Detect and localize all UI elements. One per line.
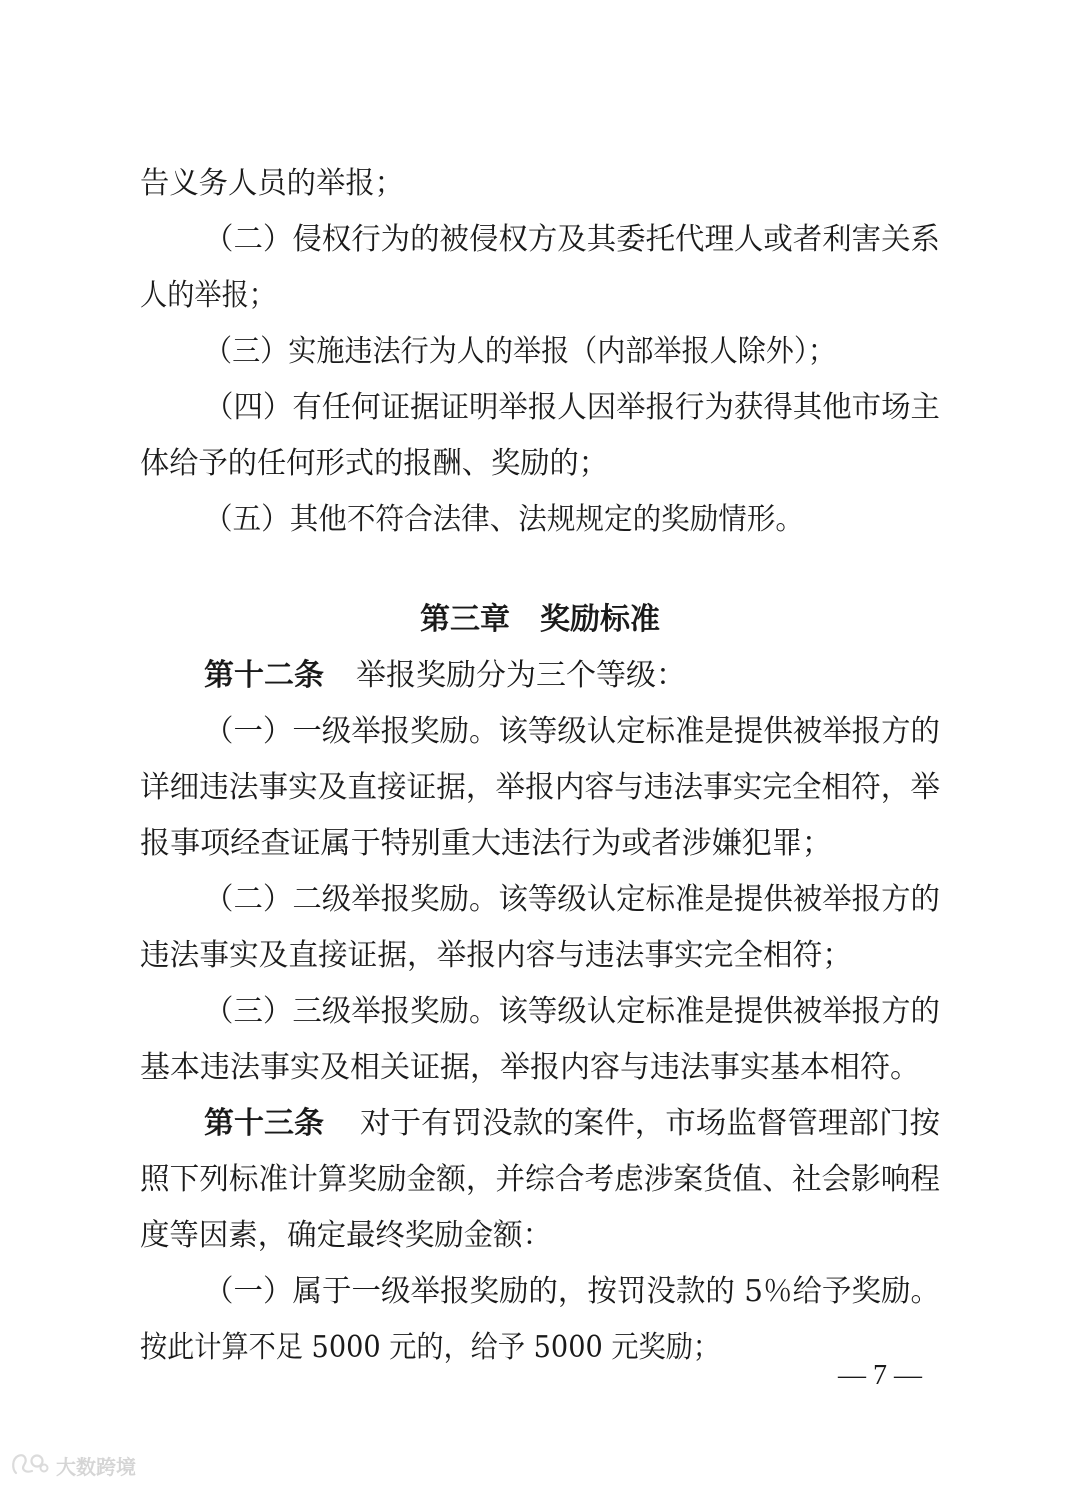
chapter-title: 第三章 奖励标准 <box>420 602 660 637</box>
article-13-first-line <box>0 1100 1080 1148</box>
text-line-6: 体给予的任何形式的报酬、奖励的； <box>140 446 608 481</box>
text-line-4: （三）实施违法行为人的举报（内部举报人除外）； <box>204 334 836 369</box>
text-line-3: 人的举报； <box>140 278 276 313</box>
text-line-12-7: 基本违法事实及相关证据，举报内容与违法事实基本相符。 <box>140 1050 920 1085</box>
text-line-13-2: 度等因素，确定最终奖励金额： <box>140 1218 552 1253</box>
text-line-2: （二）侵权行为的被侵权方及其委托代理人或者利害关系 <box>204 222 940 257</box>
text-line-13-4: 按此计算不足 5000 元的，给予 5000 元奖励； <box>140 1330 720 1365</box>
text-line-13-3: （一）属于一级举报奖励的，按罚没款的 5％给予奖励。 <box>204 1274 940 1309</box>
text-line-12-4: （二）二级举报奖励。该等级认定标准是提供被举报方的 <box>204 882 940 917</box>
article-12-text: 举报奖励分为三个等级： <box>356 658 686 693</box>
page-number: — 7 — <box>838 1360 922 1391</box>
text-line-7: （五）其他不符合法律、法规规定的奖励情形。 <box>204 502 804 537</box>
text-line-13-1: 照下列标准计算奖励金额，并综合考虑涉案货值、社会影响程 <box>140 1162 940 1197</box>
article-13-heading: 第十三条 <box>204 1106 324 1141</box>
watermark-text: 大数跨境 <box>56 1454 136 1479</box>
watermark <box>10 1450 136 1480</box>
text-line-12-3: 报事项经查证属于特别重大违法行为或者涉嫌犯罪； <box>140 826 832 861</box>
watermark-logo-icon <box>10 1451 50 1479</box>
text-line-12-1: （一）一级举报奖励。该等级认定标准是提供被举报方的 <box>204 714 940 749</box>
text-line-12-6: （三）三级举报奖励。该等级认定标准是提供被举报方的 <box>204 994 940 1029</box>
text-line-5: （四）有任何证据证明举报人因举报行为获得其他市场主 <box>204 390 940 425</box>
article-12-heading: 第十二条 <box>204 658 324 693</box>
text-line-1: 告义务人员的举报； <box>140 166 404 201</box>
text-line-12-5: 违法事实及直接证据，举报内容与违法事实完全相符； <box>140 938 852 973</box>
article-13-text: 对于有罚没款的案件，市场监督管理部门按 <box>360 1106 940 1141</box>
article-12-first-line <box>0 652 1080 700</box>
text-line-12-2: 详细违法事实及直接证据，举报内容与违法事实完全相符，举 <box>140 770 940 805</box>
